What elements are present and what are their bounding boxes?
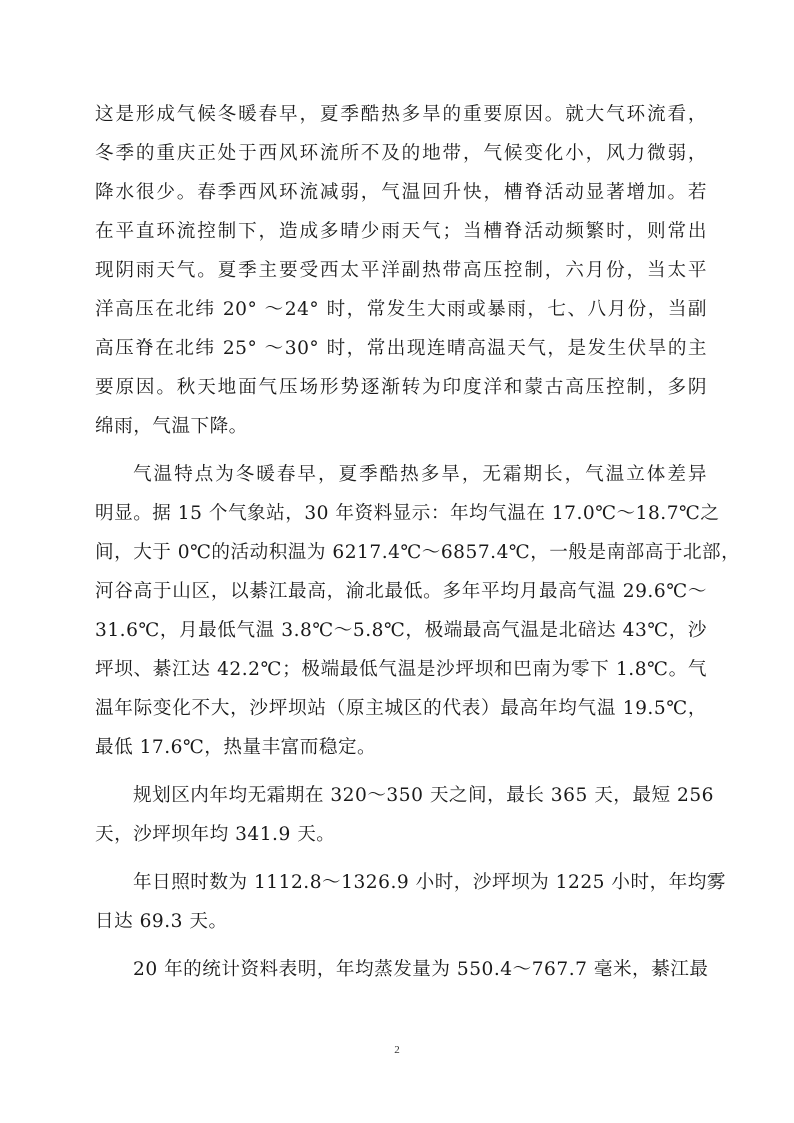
text-line: 高压脊在北纬 25° ～30° 时，常出现连晴高温天气，是发生伏旱的主	[95, 338, 707, 359]
text-line: 冬季的重庆正处于西风环流所不及的地带，气候变化小，风力微弱，	[95, 143, 707, 164]
text-line: 这是形成气候冬暖春早，夏季酷热多旱的重要原因。就大气环流看，	[95, 104, 707, 125]
text-line: 河谷高于山区，以綦江最高，渝北最低。多年平均月最高气温 29.6℃～	[95, 581, 707, 602]
text-line: 天，沙坪坝年均 341.9 天。	[95, 824, 336, 845]
text-line: 洋高压在北纬 20° ～24° 时，常发生大雨或暴雨，七、八月份，当副	[95, 299, 707, 320]
text-line: 规划区内年均无霜期在 320～350 天之间，最长 365 天，最短 256	[133, 785, 714, 806]
text-line: 最低 17.6℃，热量丰富而稳定。	[95, 737, 377, 758]
text-line: 降水很少。春季西风环流减弱，气温回升快，槽脊活动显著增加。若	[95, 182, 707, 203]
text-line: 温年际变化不大，沙坪坝站（原主城区的代表）最高年均气温 19.5℃，	[95, 698, 707, 719]
text-line: 现阴雨天气。夏季主要受西太平洋副热带高压控制，六月份，当太平	[95, 260, 707, 281]
text-line: 20 年的统计资料表明，年均蒸发量为 550.4～767.7 毫米，綦江最	[133, 959, 709, 980]
text-line: 31.6℃，月最低气温 3.8℃～5.8℃，极端最高气温是北碚达 43℃，沙	[95, 620, 707, 641]
text-line: 间，大于 0℃的活动积温为 6217.4℃～6857.4℃，一般是南部高于北部，	[95, 542, 741, 563]
page-number: 2	[394, 1044, 400, 1056]
text-line: 日达 69.3 天。	[95, 911, 228, 932]
text-line: 坪坝、綦江达 42.2℃；极端最低气温是沙坪坝和巴南为零下 1.8℃。气	[95, 659, 707, 680]
text-line: 年日照时数为 1112.8～1326.9 小时，沙坪坝为 1225 小时，年均雾	[133, 872, 726, 893]
text-line: 要原因。秋天地面气压场形势逐渐转为印度洋和蒙古高压控制，多阴	[95, 377, 707, 398]
text-line: 明显。据 15 个气象站，30 年资料显示：年均气温在 17.0℃～18.7℃之	[95, 503, 720, 524]
text-line: 在平直环流控制下，造成多晴少雨天气；当槽脊活动频繁时，则常出	[95, 221, 707, 242]
text-line: 绵雨，气温下降。	[95, 416, 248, 437]
text-line: 气温特点为冬暖春早，夏季酷热多旱，无霜期长，气温立体差异	[133, 464, 707, 485]
